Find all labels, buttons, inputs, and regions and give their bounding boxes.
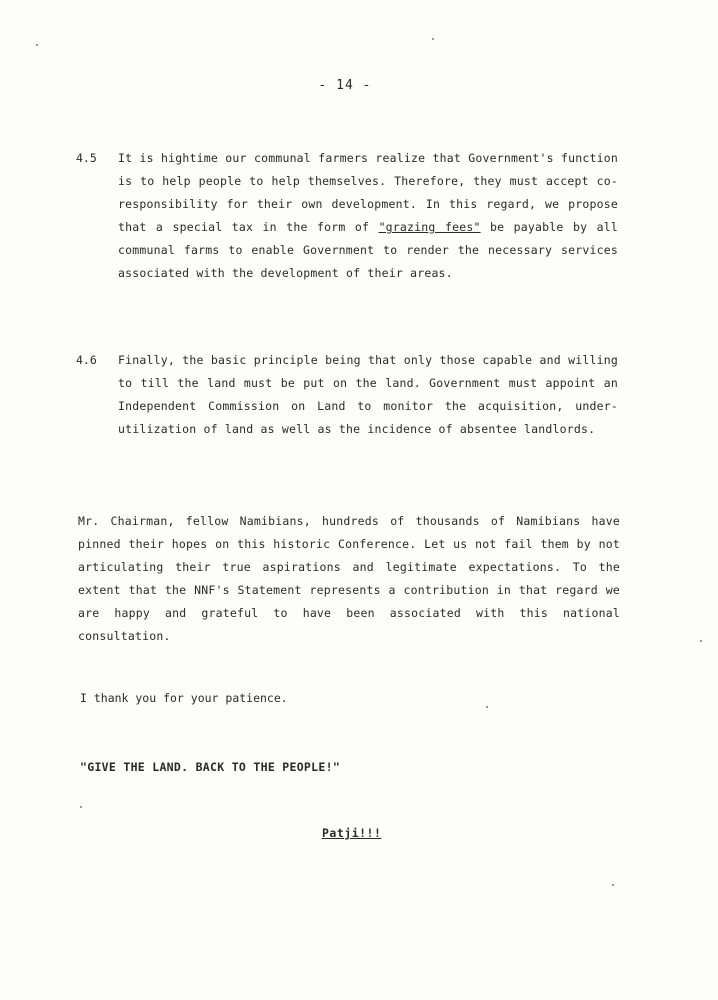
section-4-5-text-part1: It is hightime our communal farmers realize that Government's function is to help people to help themselves. Therefore, they must accept co-responsibility for their own development. In this regard, we propose that a special tax in the form of (118, 151, 618, 234)
scan-speck (36, 44, 38, 46)
thanks-line: I thank you for your patience. (80, 691, 288, 705)
scan-speck (432, 38, 434, 40)
section-4-6-number: 4.6 (76, 353, 97, 367)
scan-speck (700, 640, 702, 642)
signoff: Patji!!! (322, 826, 382, 840)
section-4-6-paragraph: Finally, the basic principle being that only those capable and willing to till the land must be put on the land. Government must appoint an Independent Commission on Land to monitor the acquisition, under-utilization of land as well as the incidence of absentee landlords. (118, 353, 618, 436)
section-4-5-paragraph (118, 147, 618, 285)
scan-speck (612, 884, 614, 886)
page-number: - 14 - (318, 78, 372, 93)
scan-speck (80, 806, 82, 808)
section-4-5-text-part2: be payable by all communal farms to enable Government to render the necessary services associated with the development of their areas. (118, 220, 618, 280)
section-4-5-number: 4.5 (76, 151, 97, 165)
slogan: "GIVE THE LAND. BACK TO THE PEOPLE!" (80, 760, 341, 774)
closing-paragraph: Mr. Chairman, fellow Namibians, hundreds of thousands of Namibians have pinned their hopes on this historic Conference. Let us not fail them by not articulating their true aspirations and legitimate expectations. To the extent that the NNF's Statement represents a contribution in that regard we are happy and grateful to have been associated with this national consultation. (78, 514, 620, 643)
scan-speck (486, 706, 488, 708)
grazing-fees-underlined: "grazing fees" (378, 220, 481, 234)
